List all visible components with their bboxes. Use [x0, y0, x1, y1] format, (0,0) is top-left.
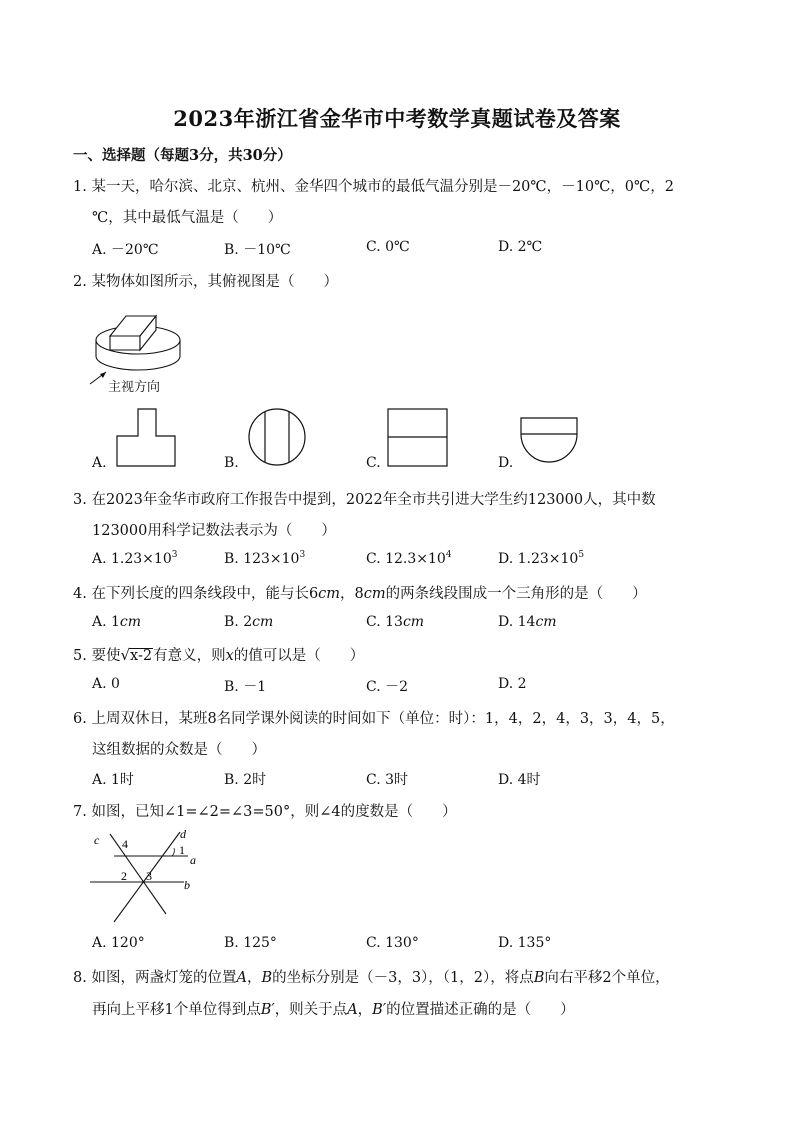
- solid-object-figure: [88, 300, 188, 380]
- option-d-half-circle-figure: [519, 416, 579, 464]
- q1-option-c: C. 0℃: [366, 239, 410, 255]
- q1-option-b: B. －10℃: [224, 242, 291, 258]
- q2-option-b: B.: [224, 455, 239, 471]
- radical-sign: √: [120, 646, 131, 664]
- radicand: x-2: [130, 648, 153, 664]
- q1-option-a: A. －20℃: [92, 242, 159, 258]
- angle-label-2: 2: [121, 869, 127, 883]
- q6-option-b: B. 2时: [224, 772, 267, 788]
- q3-option-c: C. $12.3\times 10^4$: [366, 550, 452, 567]
- question-6-line-2: 这组数据的众数是（ ）: [92, 742, 266, 758]
- q6-option-a: A. 1时: [92, 772, 134, 788]
- view-direction-label: 主视方向: [108, 380, 161, 395]
- line-label-b: b: [184, 878, 190, 892]
- q6-option-d: D. 4时: [498, 772, 541, 788]
- question-1-line-1: 1. 某一天，哈尔滨、北京、杭州、金华四个城市的最低气温分别是－20℃，－10℃，0℃，2: [73, 179, 674, 195]
- question-3-line-1: 3. 在2023年金华市政府工作报告中提到，2022年全市共引进大学生约123000人，其中数: [73, 492, 656, 508]
- q7-option-c: C. 130°: [366, 935, 419, 951]
- question-8-line-2: 再向上平移1个单位得到点B′，则关于点A，B′的位置描述正确的是（ ）: [92, 1002, 575, 1018]
- q7-option-b: B. 125°: [224, 935, 277, 951]
- q4-option-d: D. 14cm: [498, 614, 557, 630]
- section-heading: 一、选择题（每题3分，共30分）: [73, 147, 292, 164]
- q3-option-b: B. $123\times 10^3$: [224, 550, 306, 567]
- option-a-t-shape-figure: [115, 408, 177, 468]
- question-5-line-1: 5. 要使√x-2有意义，则x的值可以是（ ）: [73, 646, 365, 664]
- q5-option-d: D. 2: [498, 676, 527, 692]
- line-label-a: a: [190, 853, 196, 867]
- q3-option-a: A. $1.23\times 10^3$: [92, 550, 178, 567]
- q5-option-a: A. 0: [92, 676, 120, 692]
- q1-option-d: D. 2℃: [498, 239, 543, 255]
- q2-option-c: C.: [366, 455, 381, 471]
- question-2-line-1: 2. 某物体如图所示，其俯视图是（ ）: [73, 274, 338, 290]
- question-6-line-1: 6. 上周双休日，某班8名同学课外阅读的时间如下（单位：时）：1，4，2，4，3，3，4，5，: [73, 711, 675, 727]
- q5-option-c: C. －2: [366, 679, 409, 695]
- question-8-line-1: 8. 如图，两盏灯笼的位置A，B的坐标分别是（－3，3），（1，2），将点B向右平移2个单位，: [73, 970, 670, 986]
- q4-option-b: B. 2cm: [224, 614, 274, 630]
- q4-option-c: C. 13cm: [366, 614, 425, 630]
- page-title: 2023年浙江省金华市中考数学真题试卷及答案: [173, 106, 621, 131]
- option-b-circle-figure: [247, 408, 309, 468]
- q3-option-d: D. $1.23\times 10^5$: [498, 550, 585, 567]
- line-label-c: c: [94, 833, 100, 847]
- question-1-line-2: ℃，其中最低气温是（ ）: [92, 210, 283, 226]
- q6-option-c: C. 3时: [366, 772, 409, 788]
- q7-option-d: D. 135°: [498, 935, 552, 951]
- angle-label-4: 4: [122, 837, 128, 851]
- q7-option-a: A. 120°: [92, 935, 145, 951]
- question-4-line-1: 4. 在下列长度的四条线段中，能与长6cm，8cm的两条线段围成一个三角形的是（ ）: [73, 586, 647, 602]
- q2-option-a: A.: [92, 455, 107, 471]
- angle-label-1: 1: [179, 843, 185, 857]
- question-3-line-2: 123000用科学记数法表示为（ ）: [92, 523, 336, 539]
- parallel-lines-figure: [88, 826, 208, 926]
- q4-option-a: A. 1cm: [92, 614, 142, 630]
- option-c-rectangle-figure: [387, 408, 449, 468]
- q2-option-d: D.: [498, 455, 514, 471]
- q5-option-b: B. －1: [224, 679, 267, 695]
- angle-label-3: 3: [146, 869, 152, 883]
- line-label-d: d: [180, 827, 186, 841]
- question-7-line-1: 7. 如图，已知∠1=∠2=∠3=50°，则∠4的度数是（ ）: [73, 804, 457, 820]
